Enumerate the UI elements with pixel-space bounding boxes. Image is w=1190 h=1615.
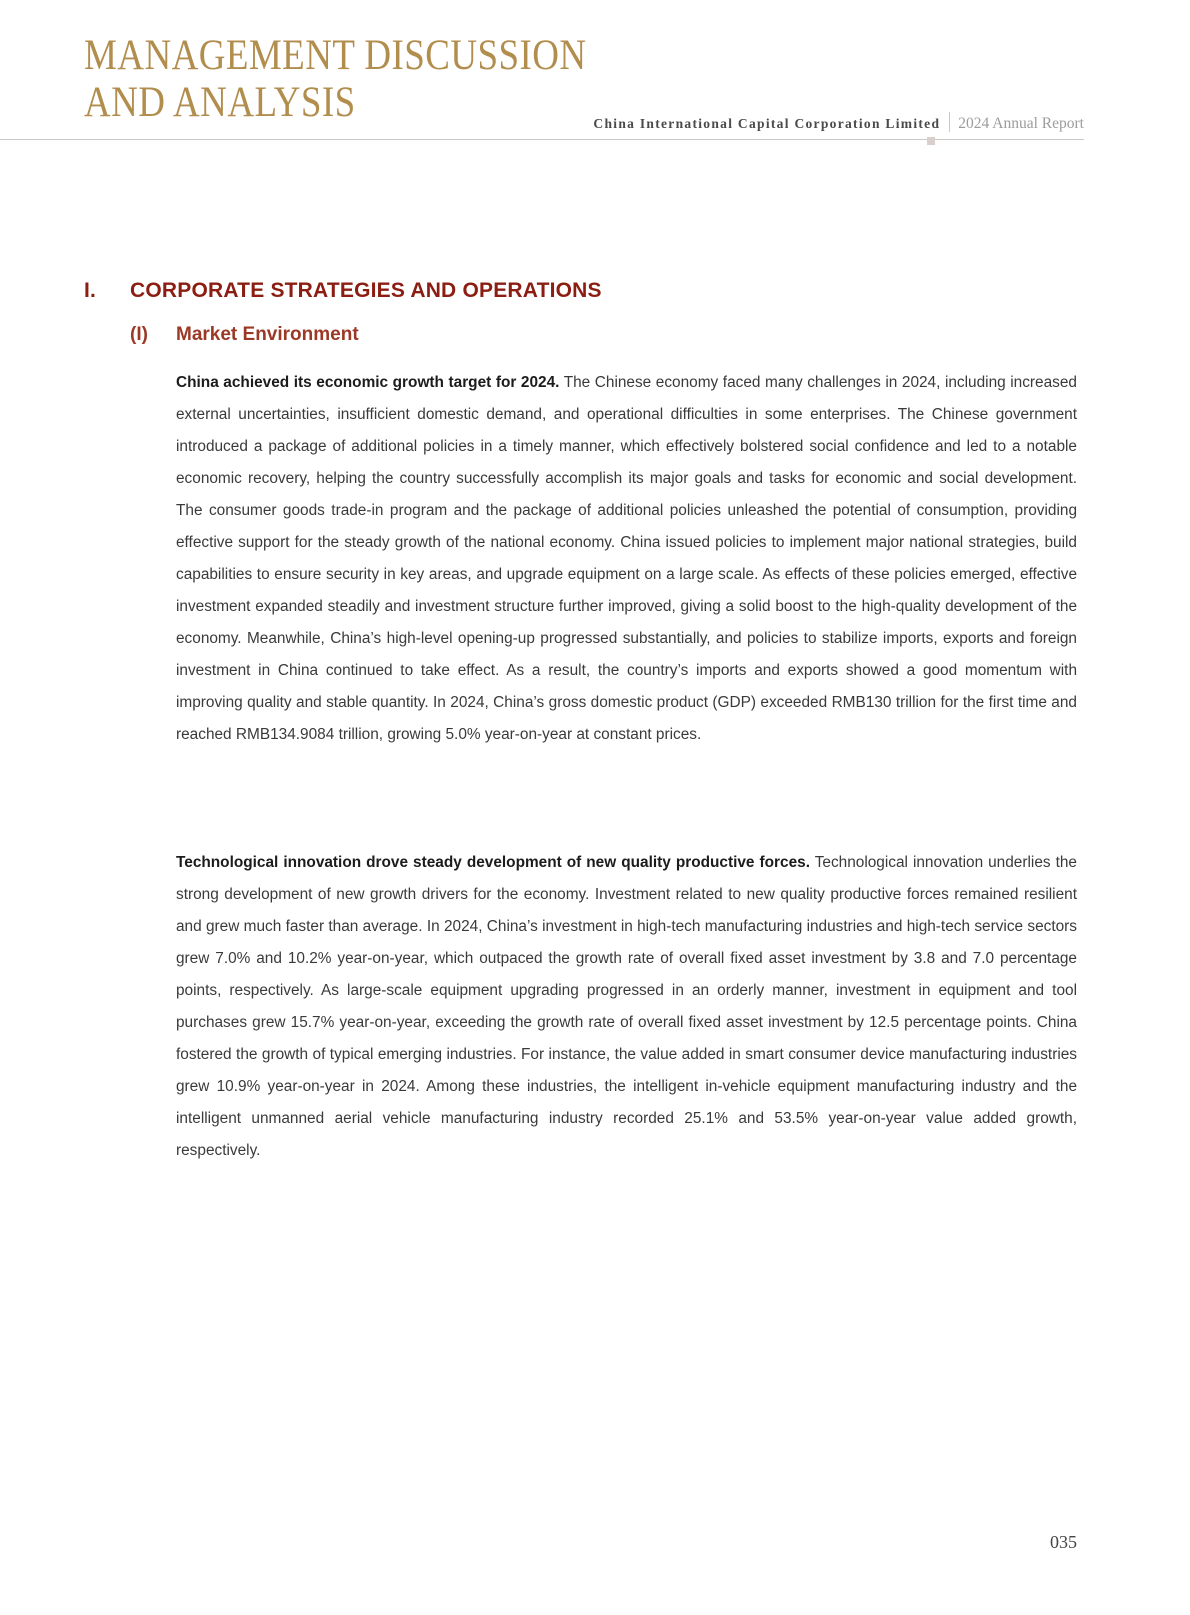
subheading-market-environment bbox=[130, 324, 359, 346]
heading-title: CORPORATE STRATEGIES AND OPERATIONS bbox=[130, 279, 602, 302]
paragraph-lead: China achieved its economic growth target for 2024. bbox=[176, 374, 560, 391]
section-title-line-1: MANAGEMENT DISCUSSION bbox=[84, 32, 587, 79]
page-number: 035 bbox=[1050, 1532, 1077, 1552]
section-title bbox=[84, 32, 586, 126]
section-title-line-2: AND ANALYSIS bbox=[84, 79, 356, 126]
heading-number: I. bbox=[84, 279, 97, 302]
paragraph-body: The Chinese economy faced many challenges in 2024, including increased external uncertainties, insufficient domestic demand, and operational difficulties in some enterprises. The Chinese government introduced a package of additional policies in a timely manner, which effectively bolstered social confidence and led to a notable economic recovery, helping the country successfully accomplish its major goals and tasks for economic and social development. The consumer goods trade-in program and the package of additional policies unleashed the potential of consumption, providing effective support for the steady growth of the national economy. China issued policies to implement major national strategies, build capabilities to ensure security in key areas, and upgrade equipment on a large scale. As effects of these policies emerged, effective investment expanded steadily and investment structure further improved, giving a solid boost to the high-quality development of the economy. Meanwhile, China’s high-level opening-up progressed substantially, and policies to stabilize imports, exports and foreign investment in China continued to take effect. As a result, the country’s imports and exports showed a good momentum with improving quality and stable quantity. In 2024, China’s gross domestic product (GDP) exceeded RMB130 trillion for the first time and reached RMB134.9084 trillion, growing 5.0% year-on-year at constant prices. bbox=[176, 374, 1077, 743]
paragraph-economic-growth bbox=[176, 367, 1077, 751]
report-identifier bbox=[593, 112, 1084, 134]
paragraph-technological-innovation bbox=[176, 847, 1077, 1167]
header-separator bbox=[949, 112, 950, 132]
company-name: China International Capital Corporation Limited bbox=[593, 116, 941, 131]
header-divider bbox=[0, 139, 1084, 140]
report-year: 2024 Annual Report bbox=[958, 115, 1084, 132]
subheading-title: Market Environment bbox=[176, 324, 359, 345]
heading-corporate-strategies bbox=[84, 279, 602, 303]
subheading-number: (I) bbox=[130, 324, 148, 345]
header-marker bbox=[927, 137, 935, 145]
paragraph-body: Technological innovation underlies the strong development of new growth drivers for the economy. Investment related to new quality productive forces remained resilient and grew much faster than average. In 2024, China’s investment in high-tech manufacturing industries and high-tech service sectors grew 7.0% and 10.2% year-on-year, which outpaced the growth rate of overall fixed asset investment by 3.8 and 7.0 percentage points, respectively. As large-scale equipment upgrading progressed in an orderly manner, investment in equipment and tool purchases grew 15.7% year-on-year, exceeding the growth rate of overall fixed asset investment by 12.5 percentage points. China fostered the growth of typical emerging industries. For instance, the value added in smart consumer device manufacturing industries grew 10.9% year-on-year in 2024. Among these industries, the intelligent in-vehicle equipment manufacturing industry and the intelligent unmanned aerial vehicle manufacturing industry recorded 25.1% and 53.5% year-on-year value added growth, respectively. bbox=[176, 854, 1077, 1159]
paragraph-lead: Technological innovation drove steady development of new quality productive forces. bbox=[176, 854, 810, 871]
